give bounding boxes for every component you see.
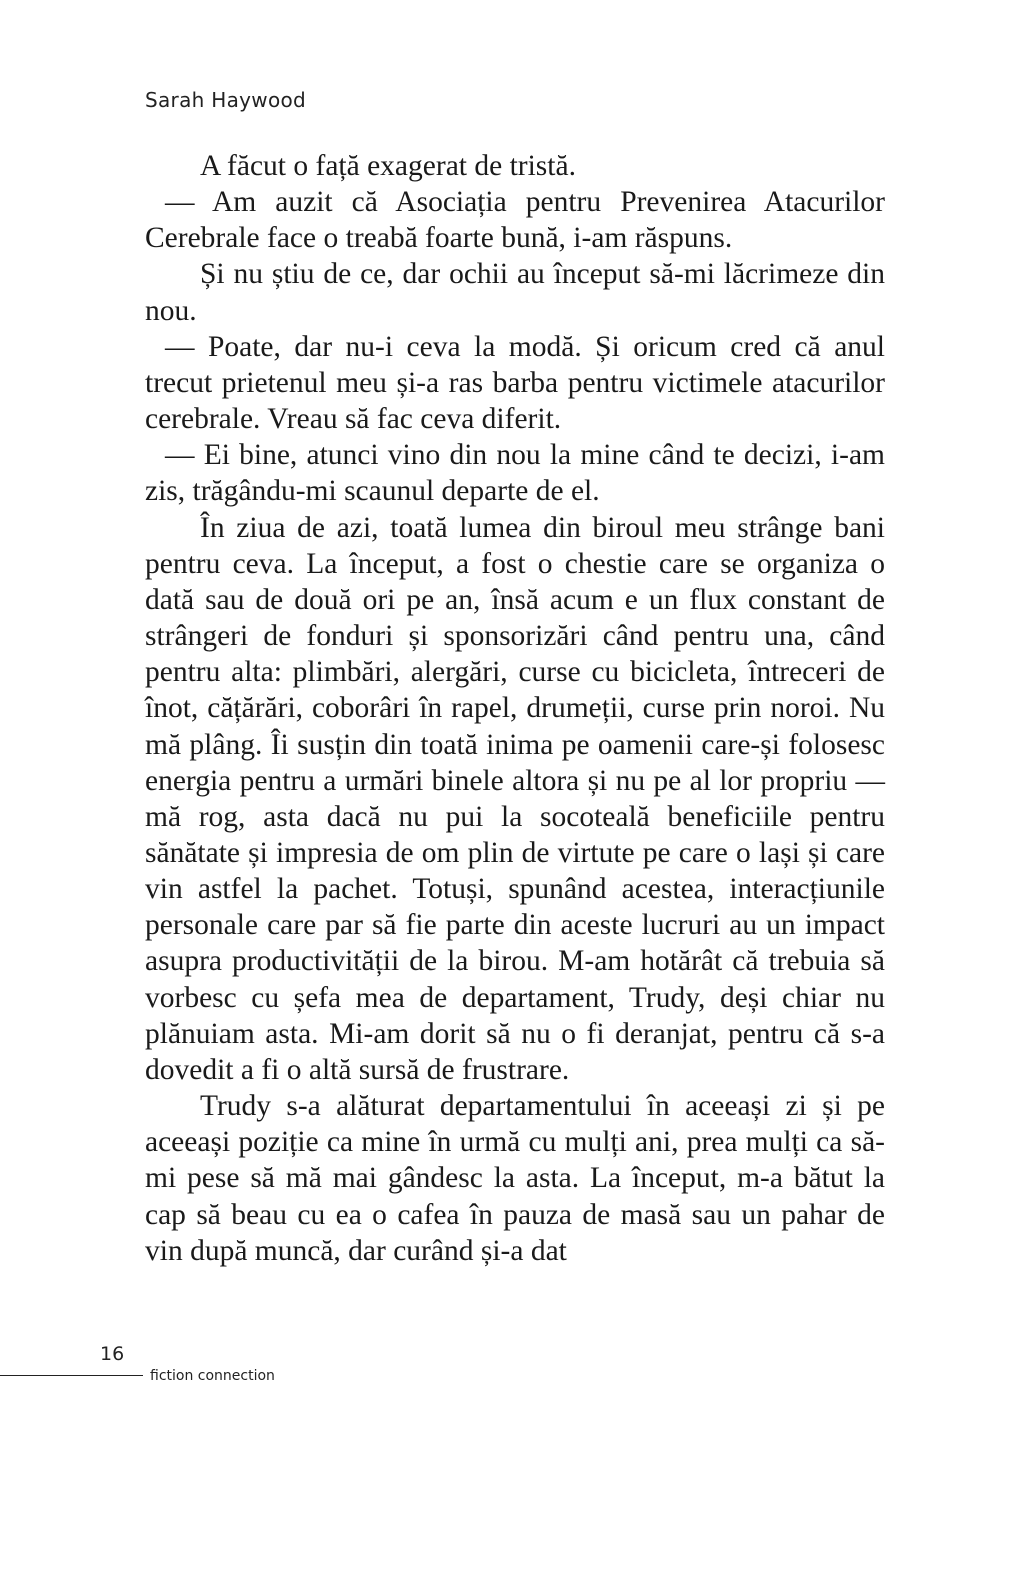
dialogue-paragraph: — Am auzit că Asociația pentru Prevenirea Atacurilor Cerebrale face o treabă foarte bună, i-am răspuns. — [145, 186, 885, 255]
dialogue-paragraph: — Ei bine, atunci vino din nou la mine când te decizi, i-am zis, trăgându-mi scaunul departe de el. — [145, 439, 885, 508]
footer-rule — [0, 1375, 143, 1376]
page-number: 16 — [100, 1343, 125, 1365]
paragraph: A făcut o față exagerat de tristă. — [200, 150, 576, 182]
paragraph: În ziua de azi, toată lumea din biroul meu strânge bani pentru ceva. La început, a fost o chestie care se organiza o dată sau de două ori pe an, însă acum e un flux constant de strângeri de fonduri și sponsorizări când pentru una, când pentru alta: plimbări, alergări, curse cu bicicleta, întreceri de înot, cățărări, coborâri în rapel, drumeții, curse prin noroi. Nu mă plâng. Îi susțin din toată inima pe oamenii care-și folosesc energia pentru a urmări binele altora și nu pe al lor propriu — mă rog, asta dacă nu pui la socoteală beneficiile pentru sănătate și impresia de om plin de virtute pe care o lași și care vin astfel la pachet. Totuși, spunând acestea, interacțiunile personale care par să fie parte din aceste lucruri au un impact asupra productivității de la birou. M-am hotărât că trebuia să vorbesc cu șefa mea de departament, Trudy, deși chiar nu plănuiam asta. Mi-am dorit să nu o fi deranjat, pentru că s-a dovedit a fi o altă sursă de frustrare. — [145, 511, 885, 1086]
body-text — [145, 148, 885, 1269]
paragraph: Și nu știu de ce, dar ochii au început să-mi lăcrimeze din nou. — [145, 258, 885, 327]
imprint-label: fiction connection — [150, 1368, 275, 1384]
running-head-author: Sarah Haywood — [145, 88, 307, 112]
paragraph: Trudy s-a alăturat departamentului în aceeași zi și pe aceeași poziție ca mine în urmă cu mulți ani, prea mulți ca să-mi pese să mă mai gândesc la asta. La început, m-a bătut la cap să beau cu ea o cafea în pauza de masă sau un pahar de vin după muncă, dar curând și-a dat — [145, 1090, 885, 1267]
dialogue-paragraph: — Poate, dar nu-i ceva la modă. Și oricum cred că anul trecut prietenul meu și-a ras barba pentru victimele atacurilor cerebrale. Vreau să fac ceva diferit. — [145, 330, 885, 436]
